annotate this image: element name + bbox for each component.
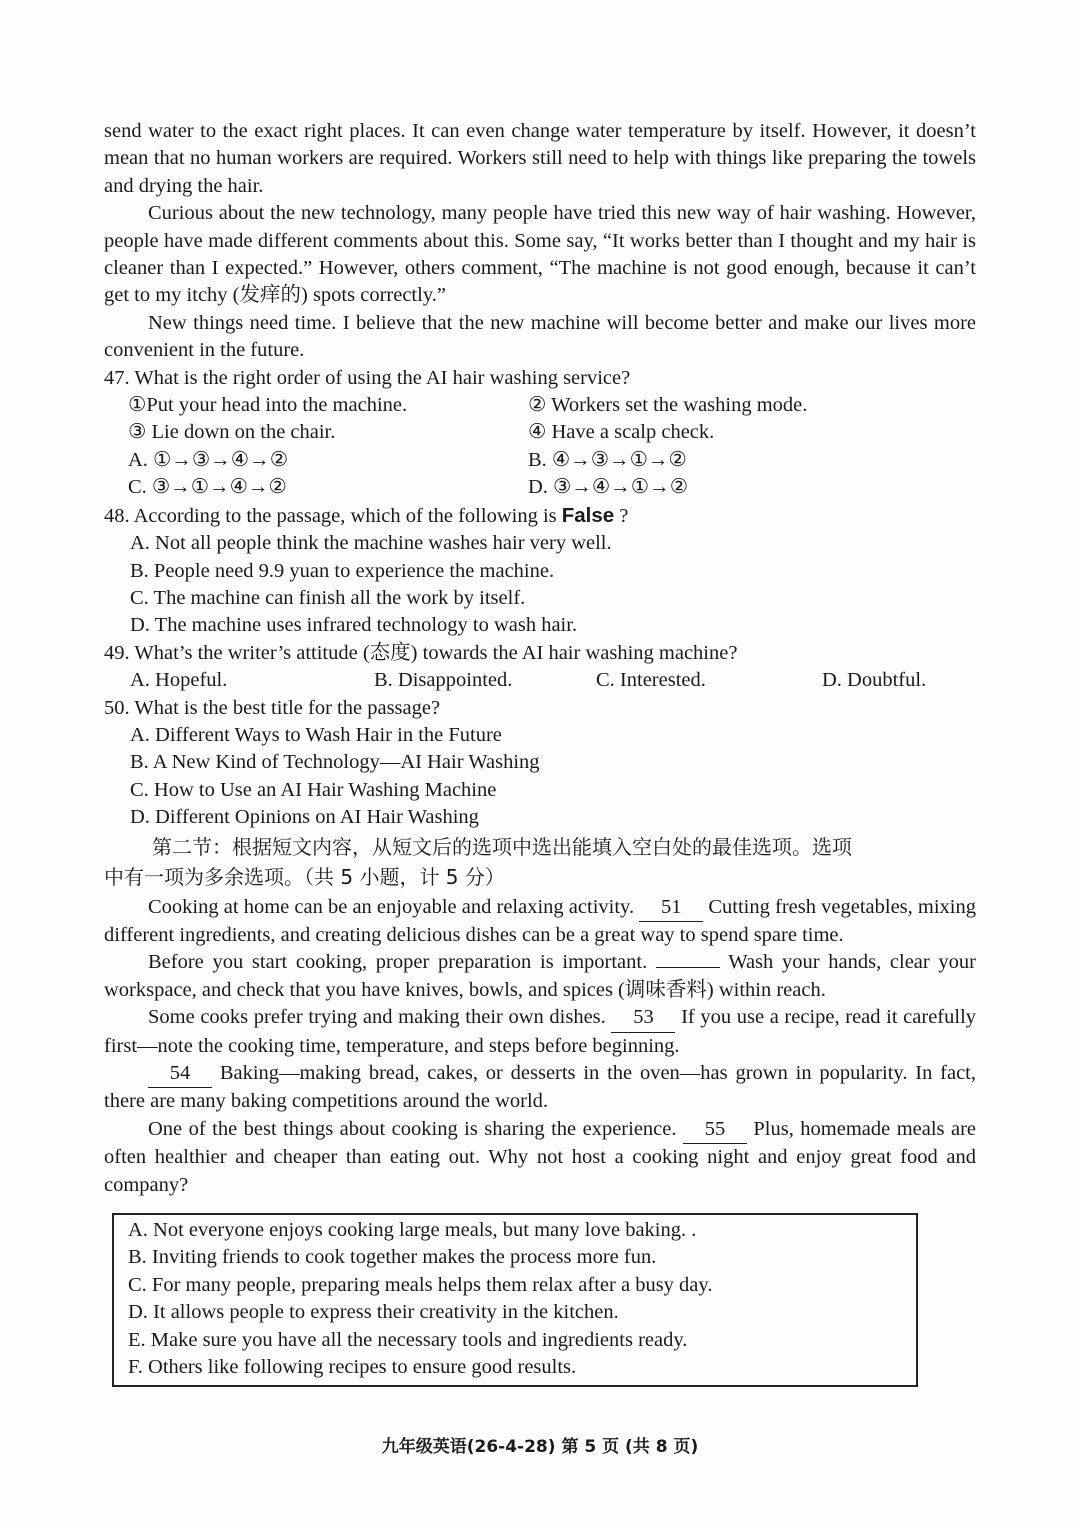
- q50-option-a: A. Different Ways to Wash Hair in the Future: [130, 723, 502, 746]
- passage-paragraph: send water to the exact right places. It can even change water temperature by itself. However, it doesn’t mean that no human workers are required. Workers still need to help with things like preparing the towels and drying the hair.: [104, 120, 976, 197]
- q47-options-row: [104, 447, 976, 474]
- choice-f: F. Others like following recipes to ensure good results.: [128, 1356, 577, 1379]
- blank-53: 53: [611, 1004, 675, 1032]
- cloze-paragraph: [104, 894, 976, 950]
- blank-51: 51: [639, 894, 703, 922]
- question-47-stem: 47. What is the right order of using the AI hair washing service?: [104, 366, 631, 389]
- q48-option-c: C. The machine can finish all the work by itself.: [130, 586, 526, 609]
- cloze-text: If you use a recipe, read it carefully first—note the cooking time, temperature, and steps before beginning.: [104, 1006, 977, 1057]
- q49-option-d: D. Doubtful.: [822, 669, 927, 692]
- q48-stem-bold: False: [561, 503, 615, 527]
- cloze-paragraph: [104, 1004, 976, 1060]
- cloze-text: Plus, homemade meals are often healthier and cheaper than eating out. Why not host a cooking night and enjoy great food and company?: [104, 1117, 976, 1196]
- q48-option-d: D. The machine uses infrared technology to wash hair.: [130, 614, 578, 637]
- cloze-paragraph: [104, 1116, 976, 1199]
- passage-paragraph: Curious about the new technology, many people have tried this new way of hair washing. However, people have made different comments about this. Some say, “It works better than I thought and my hair is cleaner than I expected.” However, others comment, “The machine is not good enough, because it can’t get to my itchy (发痒的) spots correctly.”: [104, 202, 976, 307]
- question-48-stem: [104, 502, 976, 530]
- q47-options-row: [104, 474, 976, 501]
- section2-instruction: 中有一项为多余选项。（共 5 小题，计 5 分）: [104, 864, 505, 889]
- q50-option-d: D. Different Opinions on AI Hair Washing: [130, 806, 479, 829]
- question-49-stem: 49. What’s the writer’s attitude (态度) towards the AI hair washing machine?: [104, 641, 738, 664]
- cloze-text: Wash your hands, clear your workspace, and check that you have knives, bowls, and spices (调味香料) within reach.: [104, 951, 976, 1001]
- choice-a: A. Not everyone enjoys cooking large meals, but many love baking. .: [128, 1219, 697, 1241]
- blank-52: [656, 967, 720, 968]
- q49-option-b: B. Disappointed.: [374, 669, 513, 692]
- passage-paragraph: New things need time. I believe that the new machine will become better and make our lives more convenient in the future.: [104, 311, 976, 362]
- q47-step: ④ Have a scalp check.: [528, 421, 715, 444]
- choice-e: E. Make sure you have all the necessary tools and ingredients ready.: [128, 1328, 688, 1351]
- blank-55: 55: [683, 1116, 747, 1144]
- section2-instruction: 第二节：根据短文内容，从短文后的选项中选出能填入空白处的最佳选项。选项: [152, 834, 852, 859]
- q48-stem-end: ?: [614, 504, 629, 527]
- q47-steps-row: [104, 392, 976, 419]
- q47-step: ①Put your head into the machine.: [128, 394, 408, 417]
- q50-option-c: C. How to Use an AI Hair Washing Machine: [130, 778, 497, 801]
- cloze-text: Before you start cooking, proper preparation is important.: [148, 951, 648, 974]
- question-50-stem: 50. What is the best title for the passage?: [104, 696, 441, 719]
- choice-c: C. For many people, preparing meals helps them relax after a busy day.: [128, 1273, 713, 1296]
- q47-option-c: C. ③→①→④→②: [128, 476, 287, 499]
- choice-b: B. Inviting friends to cook together makes the process more fun.: [128, 1246, 657, 1269]
- choice-d: D. It allows people to express their creativity in the kitchen.: [128, 1301, 619, 1324]
- q47-option-b: B. ④→③→①→②: [528, 448, 687, 471]
- q48-option-b: B. People need 9.9 yuan to experience the machine.: [130, 559, 555, 582]
- exam-page: [104, 118, 976, 1199]
- q50-option-b: B. A New Kind of Technology—AI Hair Washing: [130, 751, 540, 774]
- cloze-text: Some cooks prefer trying and making their own dishes.: [148, 1006, 606, 1029]
- q47-step: ② Workers set the washing mode.: [528, 394, 808, 417]
- choice-box: [112, 1213, 918, 1387]
- q47-option-a: A. ①→③→④→②: [128, 448, 289, 471]
- cloze-paragraph: [104, 949, 976, 1004]
- q47-option-d: D. ③→④→①→②: [528, 476, 689, 499]
- cloze-text: Baking—making bread, cakes, or desserts in the oven—has grown in popularity. In fact, there are many baking competitions around the world.: [104, 1062, 976, 1113]
- cloze-text: One of the best things about cooking is sharing the experience.: [148, 1117, 677, 1140]
- q48-stem-text: 48. According to the passage, which of the following is: [104, 504, 562, 527]
- q47-step: ③ Lie down on the chair.: [128, 421, 336, 444]
- page-footer: 九年级英语(26-4-28) 第 5 页 (共 8 页): [381, 1437, 699, 1457]
- q49-option-a: A. Hopeful.: [130, 669, 228, 692]
- q47-steps-row: [104, 419, 976, 446]
- q49-options-row: [104, 667, 976, 694]
- cloze-text: Cutting fresh vegetables, mixing different ingredients, and creating delicious dishes can be a great way to spend spare time.: [104, 895, 976, 946]
- q48-option-a: A. Not all people think the machine washes hair very well.: [130, 532, 612, 555]
- cloze-paragraph: [104, 1060, 976, 1116]
- cloze-text: Cooking at home can be an enjoyable and relaxing activity.: [148, 895, 635, 918]
- q49-option-c: C. Interested.: [596, 669, 706, 692]
- blank-54: 54: [148, 1060, 212, 1088]
